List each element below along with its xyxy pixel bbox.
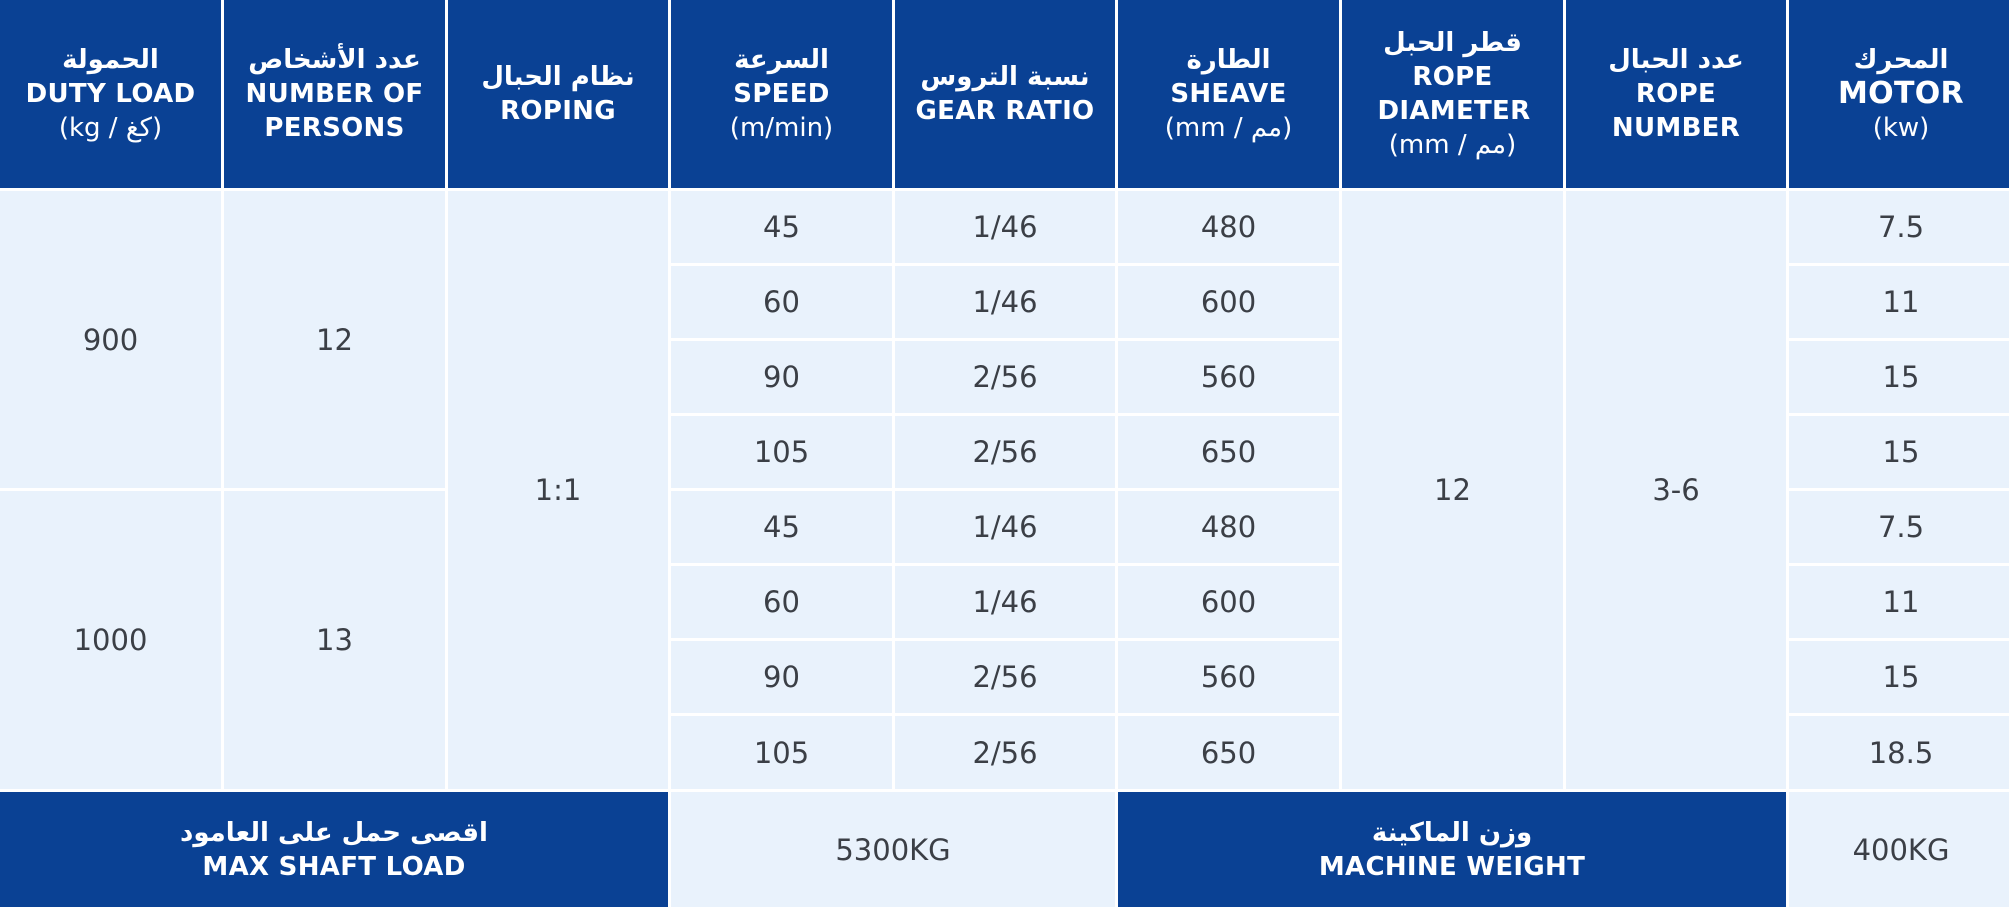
sheave-cell: 650 xyxy=(1118,416,1339,488)
speed-cell: 105 xyxy=(671,716,892,789)
header-ar: عدد الحبال xyxy=(1608,45,1744,75)
rope-number-cell: 3-6 xyxy=(1566,191,1786,789)
header-en: MOTOR xyxy=(1838,76,1964,111)
speed-cell: 90 xyxy=(671,641,892,713)
header-speed xyxy=(671,0,892,188)
header-ar: الطارة xyxy=(1186,45,1271,75)
footer-en: MAX SHAFT LOAD xyxy=(202,851,466,882)
header-persons xyxy=(224,0,445,188)
header-en: SHEAVE xyxy=(1170,79,1287,109)
motor-cell: 11 xyxy=(1789,566,2009,638)
duty-load-cell: 1000 xyxy=(0,491,221,789)
header-unit: (kg / كغ) xyxy=(58,113,163,143)
max-shaft-load-label xyxy=(0,792,668,907)
sheave-cell: 600 xyxy=(1118,566,1339,638)
speed-cell: 90 xyxy=(671,341,892,413)
gear-ratio-cell: 1/46 xyxy=(895,491,1115,563)
motor-cell: 18.5 xyxy=(1789,716,2009,789)
header-en: ROPE NUMBER xyxy=(1611,79,1741,143)
gear-ratio-cell: 1/46 xyxy=(895,191,1115,263)
gear-ratio-cell: 2/56 xyxy=(895,716,1115,789)
header-rope-number xyxy=(1566,0,1786,188)
speed-cell: 45 xyxy=(671,491,892,563)
header-unit: (mm / مم) xyxy=(1388,130,1517,160)
header-roping xyxy=(448,0,668,188)
motor-cell: 7.5 xyxy=(1789,491,2009,563)
header-duty-load xyxy=(0,0,221,188)
header-ar: السرعة xyxy=(734,45,829,75)
motor-cell: 15 xyxy=(1789,416,2009,488)
speed-cell: 45 xyxy=(671,191,892,263)
persons-cell: 13 xyxy=(224,491,445,789)
header-sheave xyxy=(1118,0,1339,188)
footer-en: MACHINE WEIGHT xyxy=(1318,851,1586,882)
header-gear-ratio xyxy=(895,0,1115,188)
max-shaft-load-value: 5300KG xyxy=(671,792,1115,907)
sheave-cell: 600 xyxy=(1118,266,1339,338)
gear-ratio-cell: 1/46 xyxy=(895,566,1115,638)
speed-cell: 105 xyxy=(671,416,892,488)
sheave-cell: 650 xyxy=(1118,716,1339,789)
header-ar: نظام الحبال xyxy=(481,62,635,92)
machine-weight-value: 400KG xyxy=(1789,792,2009,907)
header-rope-diameter xyxy=(1342,0,1563,188)
header-unit: (mm / مم) xyxy=(1164,113,1293,143)
header-ar: عدد الأشخاص xyxy=(248,45,421,75)
motor-cell: 11 xyxy=(1789,266,2009,338)
header-ar: نسبة التروس xyxy=(920,62,1090,92)
roping-cell: 1:1 xyxy=(448,191,668,789)
header-motor xyxy=(1789,0,2009,188)
header-unit: (m/min) xyxy=(729,113,834,143)
header-en: GEAR RATIO xyxy=(915,96,1095,126)
header-en: DUTY LOAD xyxy=(25,79,196,109)
header-en: ROPE DIAMETER xyxy=(1377,62,1531,126)
sheave-cell: 560 xyxy=(1118,341,1339,413)
footer-ar: اقصى حمل على العامود xyxy=(180,817,488,848)
rope-diameter-cell: 12 xyxy=(1342,191,1563,789)
gear-ratio-cell: 2/56 xyxy=(895,416,1115,488)
motor-cell: 15 xyxy=(1789,341,2009,413)
machine-weight-label xyxy=(1118,792,1786,907)
motor-cell: 15 xyxy=(1789,641,2009,713)
header-en: ROPING xyxy=(500,96,616,126)
gear-ratio-cell: 1/46 xyxy=(895,266,1115,338)
header-unit: (kw) xyxy=(1872,113,1930,143)
header-ar: المحرك xyxy=(1853,45,1949,75)
header-en: SPEED xyxy=(733,79,830,109)
speed-cell: 60 xyxy=(671,266,892,338)
header-ar: قطر الحبل xyxy=(1383,28,1522,58)
sheave-cell: 480 xyxy=(1118,191,1339,263)
motor-cell: 7.5 xyxy=(1789,191,2009,263)
gear-ratio-cell: 2/56 xyxy=(895,641,1115,713)
header-en: NUMBER OF PERSONS xyxy=(245,79,424,143)
sheave-cell: 560 xyxy=(1118,641,1339,713)
speed-cell: 60 xyxy=(671,566,892,638)
gear-ratio-cell: 2/56 xyxy=(895,341,1115,413)
footer-ar: وزن الماكينة xyxy=(1371,817,1533,848)
duty-load-cell: 900 xyxy=(0,191,221,488)
sheave-cell: 480 xyxy=(1118,491,1339,563)
header-ar: الحمولة xyxy=(62,45,159,75)
persons-cell: 12 xyxy=(224,191,445,488)
